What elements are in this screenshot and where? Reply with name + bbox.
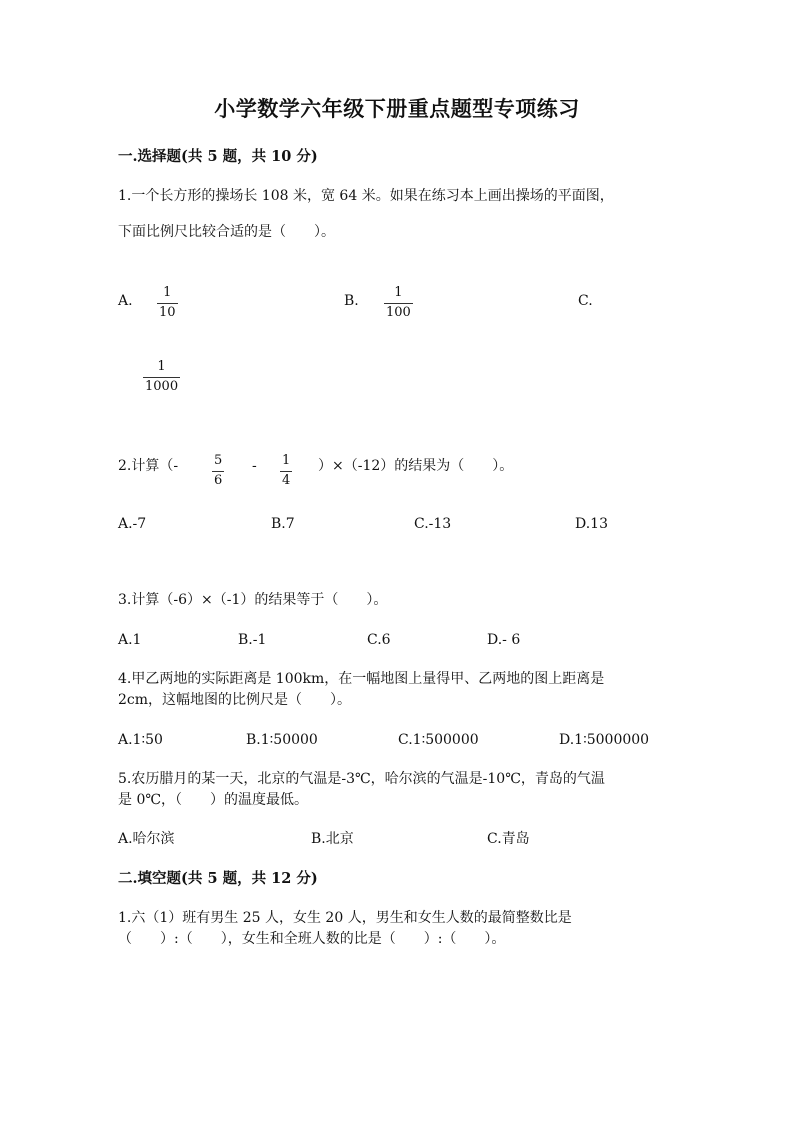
question-5-option-c: C.青岛 [487, 831, 530, 847]
option-b-fraction [384, 286, 413, 321]
fraction-denominator: 100 [386, 304, 411, 320]
question-3-option-d: D.- 6 [487, 632, 521, 648]
fraction-denominator: 6 [214, 472, 223, 488]
question-5-line-2: 是 0℃，（ ）的温度最低。 [118, 792, 309, 808]
question-2-fraction-2 [280, 454, 292, 489]
fraction-denominator: 1000 [145, 378, 179, 394]
question-2-option-c: C.-13 [414, 516, 452, 532]
question-3-option-c: C.6 [367, 632, 391, 648]
fill-question-1-line-2: （ ）:（ ），女生和全班人数的比是（ ）:（ ）。 [118, 931, 506, 947]
question-4-line-2: 2cm，这幅地图的比例尺是（ ）。 [118, 692, 352, 708]
question-1-line-1: 1.一个长方形的操场长 108 米，宽 64 米。如果在练习本上画出操场的平面图， [118, 188, 614, 204]
question-3-option-b: B.-1 [238, 632, 267, 648]
option-a-fraction [157, 286, 178, 321]
fraction-numerator: 1 [394, 285, 403, 300]
question-5-line-1: 5.农历腊月的某一天，北京的气温是-3℃，哈尔滨的气温是-10℃，青岛的气温 [118, 771, 605, 787]
question-2-fraction-1 [212, 454, 224, 489]
question-4-line-1: 4.甲乙两地的实际距离是 100km，在一幅地图上量得甲、乙两地的图上距离是 [118, 671, 605, 687]
option-b-label: B. [344, 293, 359, 309]
question-4-option-b: B.1∶50000 [246, 732, 318, 748]
question-4-option-d: D.1∶5000000 [559, 732, 650, 748]
fraction-denominator: 10 [159, 304, 176, 320]
question-5-option-b: B.北京 [311, 831, 354, 847]
question-2-suffix: ）×（-12）的结果为（ ）。 [318, 458, 514, 474]
section-heading-choice: 一.选择题(共 5 题，共 10 分) [118, 148, 318, 165]
question-2-minus: - [252, 458, 257, 474]
fraction-numerator: 1 [157, 359, 166, 374]
question-2-option-d: D.13 [575, 516, 608, 532]
question-3-text: 3.计算（-6）×（-1）的结果等于（ ）。 [118, 592, 388, 608]
fill-question-1-line-1: 1.六（1）班有男生 25 人，女生 20 人，男生和女生人数的最简整数比是 [118, 910, 572, 926]
question-2-option-a: A.-7 [118, 516, 147, 532]
fraction-denominator: 4 [282, 472, 291, 488]
question-3-option-a: A.1 [118, 632, 142, 648]
section-heading-fill-in: 二.填空题(共 5 题，共 12 分) [118, 870, 318, 887]
option-c-label: C. [578, 293, 593, 309]
fraction-numerator: 5 [214, 453, 223, 468]
question-1-line-2: 下面比例尺比较合适的是（ ）。 [118, 224, 335, 240]
question-4-option-a: A.1∶50 [118, 732, 163, 748]
option-a-label: A. [118, 293, 133, 309]
fraction-numerator: 1 [163, 285, 172, 300]
page-title: 小学数学六年级下册重点题型专项练习 [214, 96, 580, 121]
question-5-option-a: A.哈尔滨 [118, 831, 175, 847]
question-2-prefix: 2.计算（- [118, 458, 179, 474]
fraction-numerator: 1 [282, 453, 291, 468]
question-2-option-b: B.7 [271, 516, 295, 532]
question-4-option-c: C.1∶500000 [398, 732, 479, 748]
option-c-fraction [143, 360, 180, 395]
